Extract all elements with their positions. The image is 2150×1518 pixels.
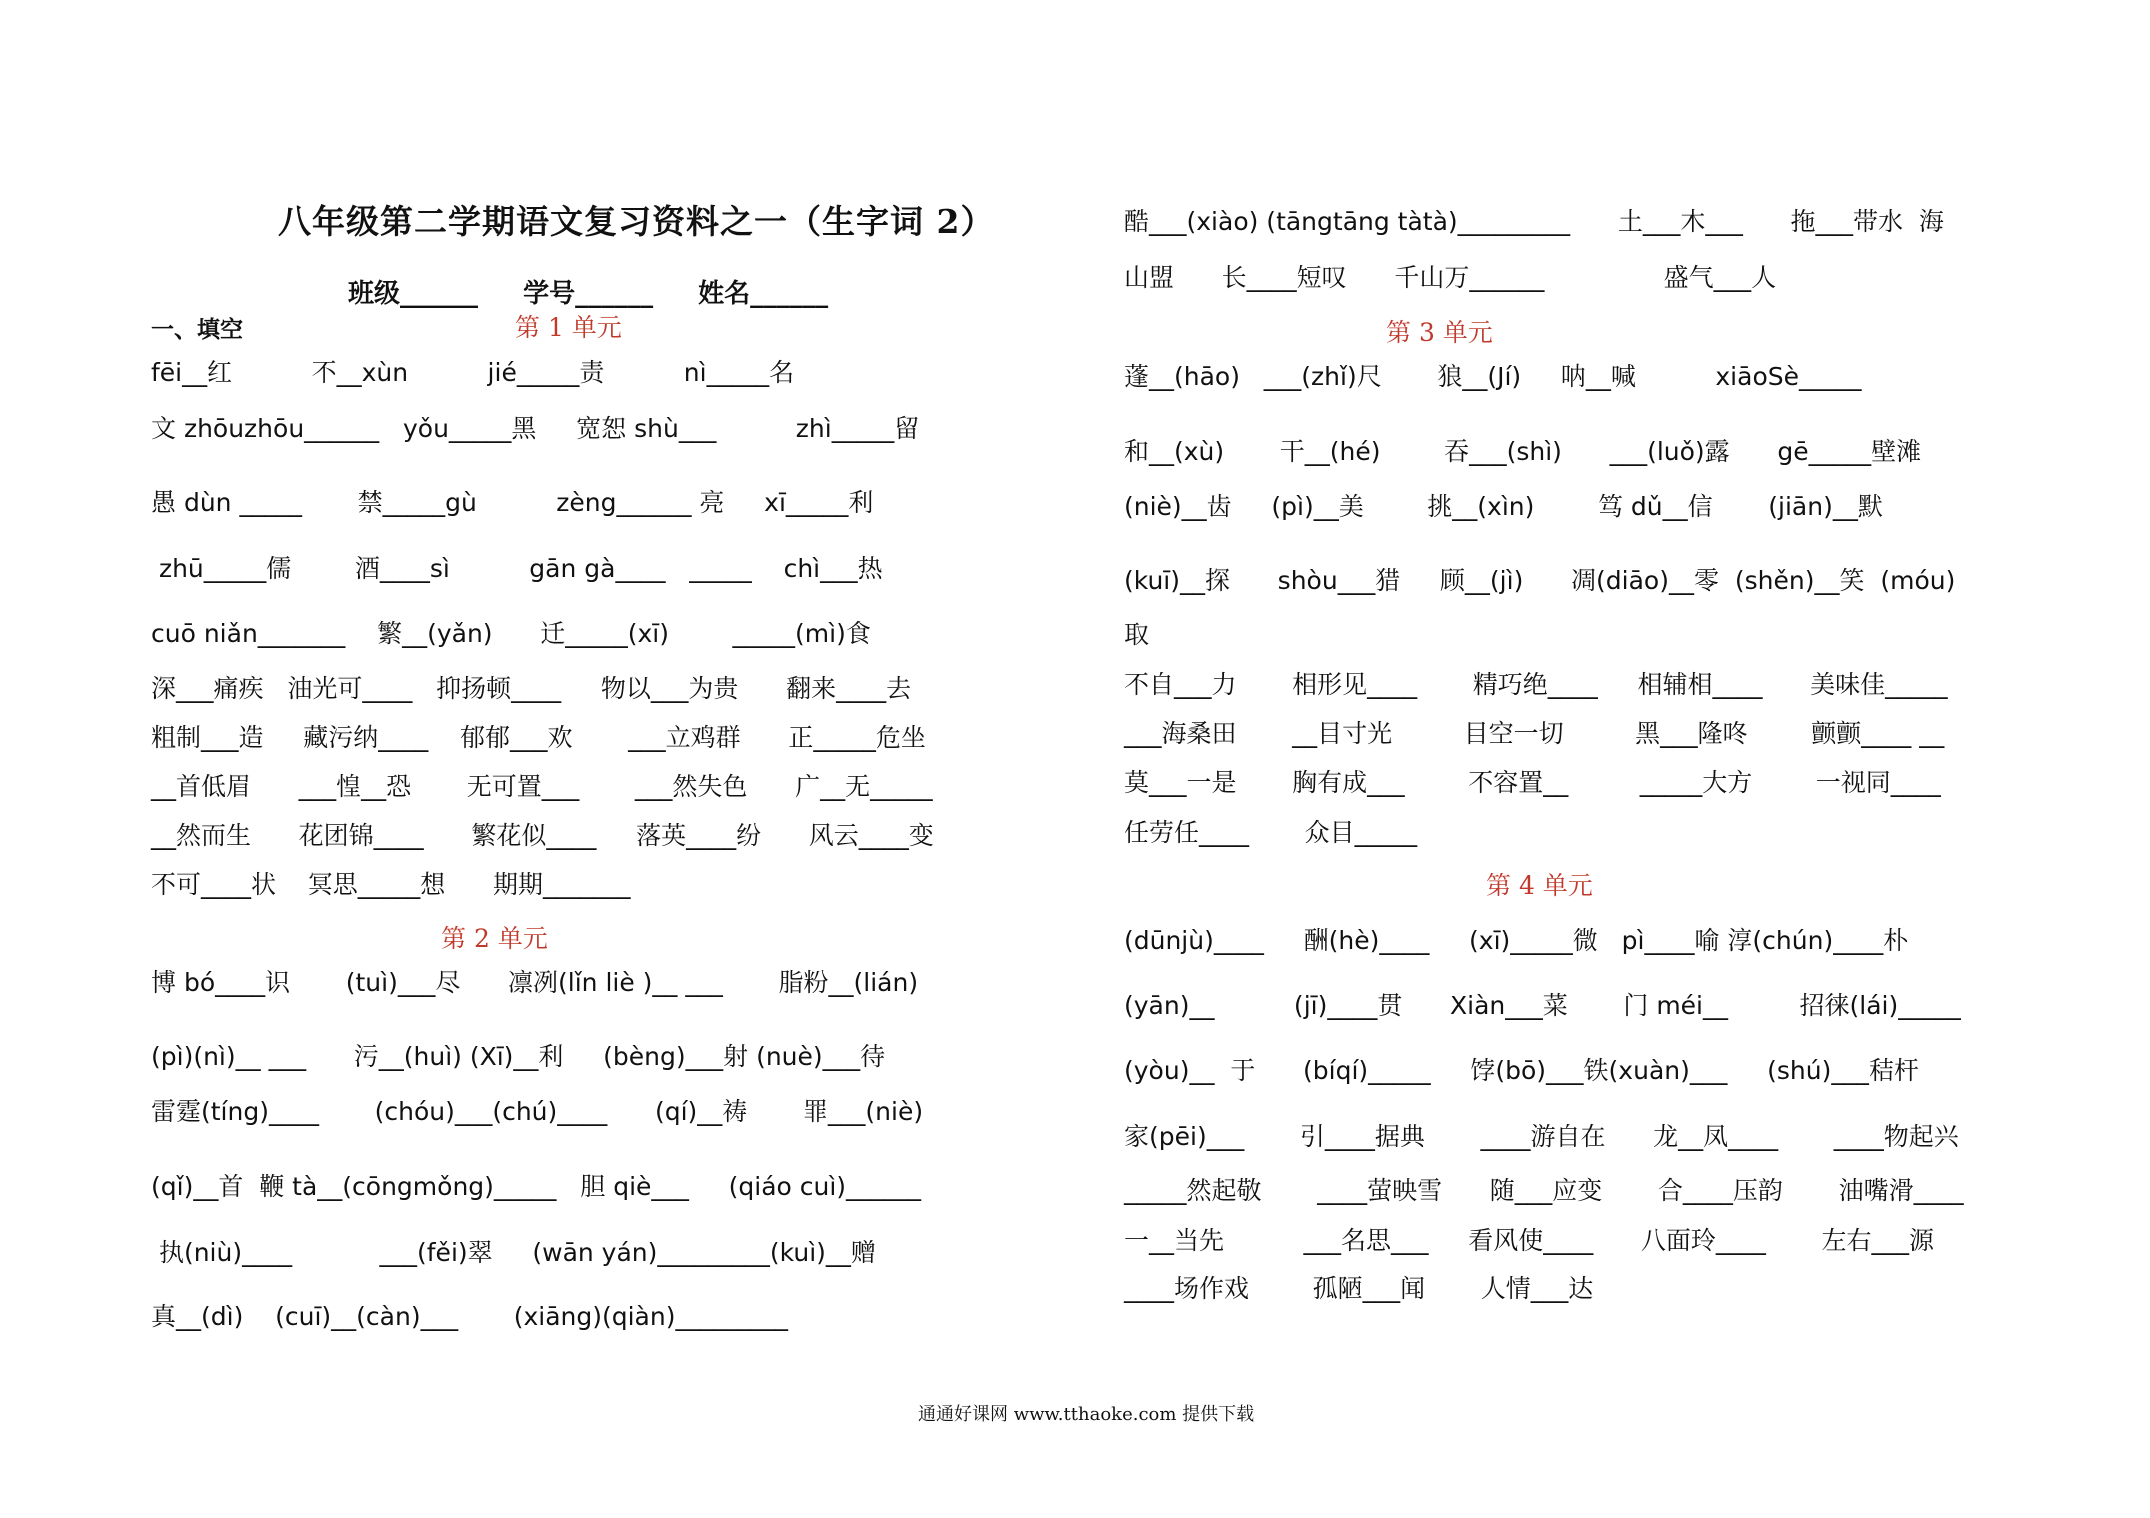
- unit-1-line: 不可____状 冥思_____想 期期_______: [151, 870, 631, 899]
- unit-3-line: (kuī)__探 shòu___猎 顾__(jì) 凋(diāo)__零 (shěn)__笑 (móu): [1124, 566, 1956, 595]
- unit-3-line: ___海桑田 __目寸光 目空一切 黑___隆咚 颤颤____ __: [1124, 719, 1945, 748]
- unit-1-line: __首低眉 ___惶__恐 无可置___ ___然失色 广__无_____: [151, 772, 933, 801]
- unit-3-line: 莫___一是 胸有成___ 不容置__ _____大方 一视同____: [1124, 768, 1941, 797]
- unit-3-line: 任劳任____ 众目_____: [1124, 818, 1418, 847]
- unit-3-line: 取: [1124, 620, 1150, 649]
- review-line: 山盟 长____短叹 千山万______ 盛气___人: [1124, 263, 1777, 292]
- unit-4-title: 第 4 单元: [1486, 871, 1593, 900]
- unit-4-line: (yòu)__ 于 (bíqí)_____ 饽(bō)___铁(xuàn)___ (shú)___秸杆: [1124, 1056, 1919, 1085]
- section-label: 一、填空: [151, 317, 243, 343]
- unit-3-line: 不自___力 相形见____ 精巧绝____ 相辅相____ 美味佳_____: [1124, 670, 1948, 699]
- review-line: 酷___(xiào) (tāngtāng tàtà)_________ 土___木___ 拖___带水 海: [1124, 207, 1944, 236]
- unit-1-line: 愚 dùn _____ 禁_____gù zèng______ 亮 xī_____利: [151, 488, 874, 517]
- unit-3-line: (niè)__齿 (pì)__美 挑__(xìn) 笃 dǔ__信 (jiān)__默: [1124, 492, 1883, 521]
- unit-3-line: 蓬__(hāo) ___(zhǐ)尺 狼__(Jí) 呐__喊 xiāoSè_____: [1124, 362, 1862, 391]
- class-field: 班级______: [348, 279, 479, 309]
- unit-1-line: zhū_____儒 酒____sì gān gà____ _____ chì___热: [151, 554, 883, 583]
- student-id-field: 学号______: [523, 279, 654, 309]
- unit-2-line: 执(niù)____ ___(fěi)翠 (wān yán)_________(kuì)__赠: [151, 1238, 876, 1267]
- unit-2-line: (pì)(nì)__ ___ 污__(huì) (Xī)__利 (bèng)___射 (nuè)___待: [151, 1042, 886, 1071]
- student-info: [348, 273, 864, 310]
- unit-1-title: 第 1 单元: [515, 313, 622, 342]
- unit-2-title: 第 2 单元: [441, 924, 548, 953]
- unit-3-line: 和__(xù) 干__(hé) 吞___(shì) ___(luǒ)露 gē_____壁滩: [1124, 437, 1922, 466]
- unit-2-line: 真__(dì) (cuī)__(càn)___ (xiāng)(qiàn)_________: [151, 1302, 788, 1331]
- unit-2-line: (qǐ)__首 鞭 tà__(cōngmǒng)_____ 胆 qiè___ (qiáo cuì)______: [151, 1172, 922, 1201]
- unit-1-line: cuō niǎn_______ 繁__(yǎn) 迁_____(xī) _____(mì)食: [151, 619, 871, 648]
- unit-3-title: 第 3 单元: [1386, 318, 1493, 347]
- unit-4-line: (dūnjù)____ 酬(hè)____ (xī)_____微 pì____喻 淳(chún)____朴: [1124, 926, 1909, 955]
- student-name-field: 姓名______: [698, 279, 829, 309]
- unit-4-line: 一__当先 ___名思___ 看风使____ 八面玲____ 左右___源: [1124, 1226, 1935, 1255]
- unit-1-line: 粗制___造 藏污纳____ 郁郁___欢 ___立鸡群 正_____危坐: [151, 723, 926, 752]
- unit-2-line: 博 bó____识 (tuì)___尽 凛冽(lǐn liè )__ ___ 脂粉__(lián): [151, 968, 919, 997]
- unit-1-line: fēi__红 不__xùn jié_____责 nì_____名: [151, 358, 795, 387]
- unit-2-line: 雷霆(tíng)____ (chóu)___(chú)____ (qí)__祷 罪___(niè): [151, 1097, 924, 1126]
- document-title: 八年级第二学期语文复习资料之一（生字词 2）: [278, 202, 995, 241]
- unit-4-line: 家(pēi)___ 引____据典 ____游自在 龙__凤____ ____物起兴: [1124, 1122, 1959, 1151]
- unit-4-line: ____场作戏 孤陋___闻 人情___达: [1124, 1274, 1594, 1303]
- unit-1-line: 文 zhōuzhōu______ yǒu_____黑 宽恕 shù___ zhì_____留: [151, 414, 920, 443]
- unit-1-line: 深___痛疾 油光可____ 抑扬顿____ 物以___为贵 翻来____去: [151, 674, 912, 703]
- unit-4-line: (yān)__ (jī)____贯 Xiàn___菜 门 méi__ 招徕(lái)_____: [1124, 991, 1961, 1020]
- page-footer: 通通好课网 www.tthaoke.com 提供下载: [918, 1404, 1255, 1425]
- unit-4-line: _____然起敬 ____萤映雪 随___应变 合____压韵 油嘴滑____: [1124, 1176, 1964, 1205]
- unit-1-line: __然而生 花团锦____ 繁花似____ 落英____纷 风云____变: [151, 821, 934, 850]
